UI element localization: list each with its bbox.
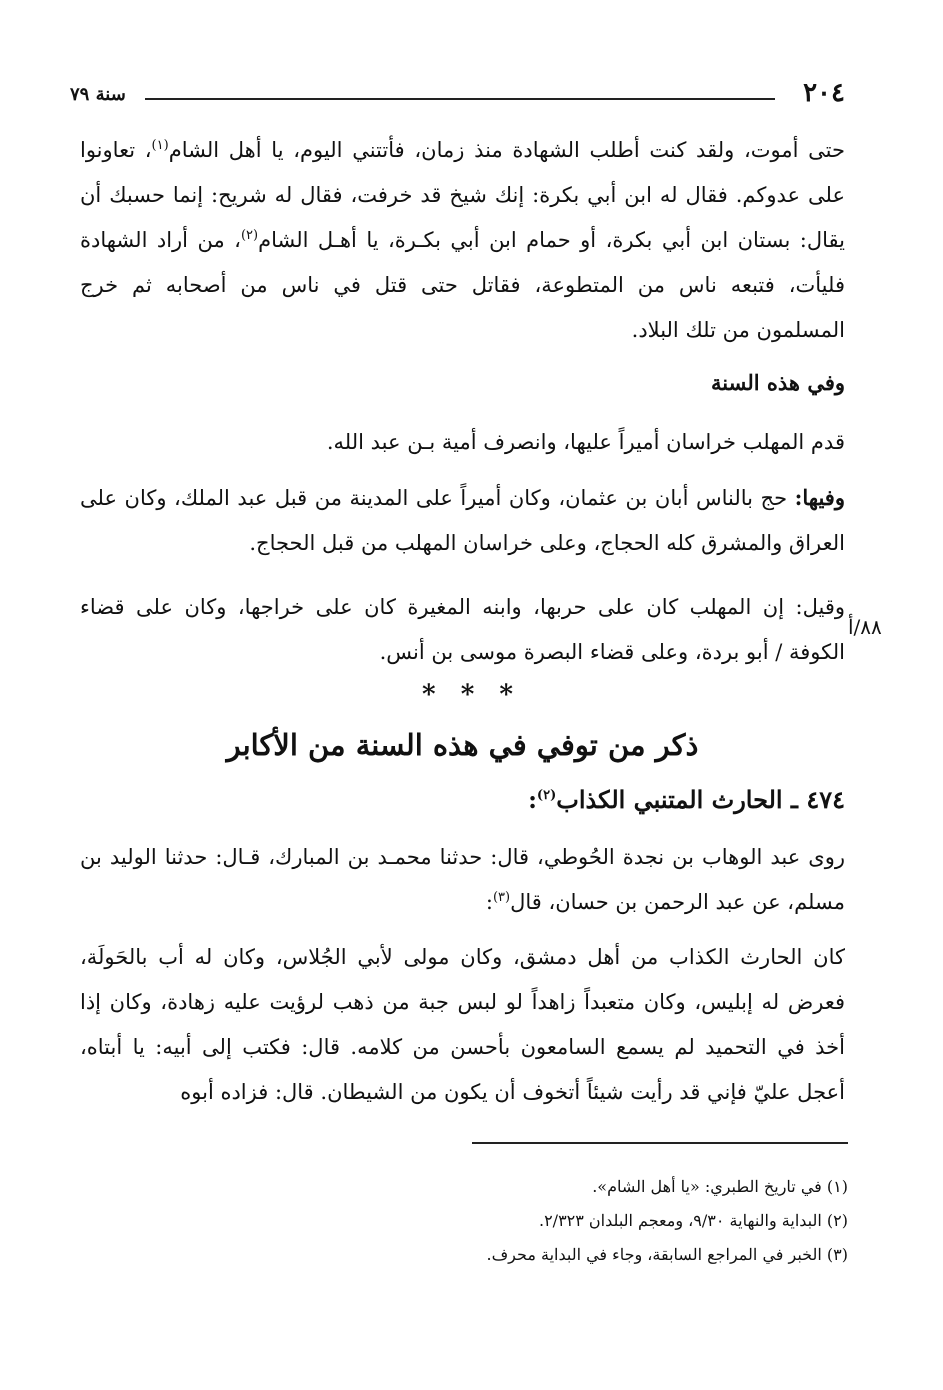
page-number: ٢٠٤ bbox=[803, 78, 845, 108]
footnote-rule bbox=[472, 1142, 848, 1144]
footnotes bbox=[288, 1170, 848, 1272]
section-title-block bbox=[80, 360, 845, 405]
isnad-text: روى عبد الوهاب بن نجدة الحُوطي، قال: حدثنا محمـد بن المبارك، قـال: حدثنا الوليد بن مسلم، عن عبد الرحمن بن حسان، قال bbox=[80, 845, 845, 914]
muhallab-paragraph: قدم المهلب خراسان أميراً عليها، وانصرف أمية بـن عبد الله. bbox=[326, 430, 845, 454]
hajj-paragraph bbox=[80, 475, 845, 566]
hajj-block bbox=[80, 475, 845, 566]
top-paragraph-block bbox=[80, 128, 845, 353]
footnote-ref-3: (٣) bbox=[492, 890, 511, 905]
footnote-ref-1: (١) bbox=[151, 138, 169, 153]
header-rule bbox=[145, 98, 775, 100]
footnote-1: (١) في تاريخ الطبري: «يا أهل الشام». bbox=[592, 1177, 848, 1196]
top-paragraph-part1: حتى أموت، ولقد كنت أطلب الشهادة منذ زمان، فأتتني اليوم، يا أهل الشام bbox=[168, 138, 845, 162]
isnad-end: : bbox=[485, 890, 493, 914]
separator-stars: * * * bbox=[422, 680, 521, 710]
isnad-block bbox=[80, 835, 845, 925]
isnad-paragraph bbox=[80, 835, 845, 925]
qila-paragraph: وقيل: إن المهلب كان على حربها، وابنه المغيرة كان على خراجها، وكان على قضاء الكوفة / أبو بردة، وعلى قضاء البصرة موسى بن أنس. bbox=[80, 595, 845, 664]
top-paragraph-part3: ، من أراد الشهادة فليأت، فتبعه ناس من المتطوعة، فقاتل حتى قتل في ناس من أصحابه ثم خرج المسلمون من تلك البلاد. bbox=[80, 228, 845, 342]
section-title: وفي هذه السنة bbox=[711, 370, 845, 395]
narrative-paragraph: كان الحارث الكذاب من أهل دمشق، وكان مولى لأبي الجُلاس، وكان له أب بالحَولَة، فعرض له إبليس، وكان متعبداً زاهداً لو لبس جبة من ذهب لرؤيت عليه زهادة، وكان إذا أخذ في التحميد لم يسمع السامعون بأحسن من كلامه. قال: فكتب إلى أبيه: يا أبتاه، أعجل عليّ فإني قد رأيت شيئاً أتخوف أن يكون من الشيطان. قال: فزاده أبوه bbox=[80, 945, 845, 1104]
entry-title bbox=[528, 785, 845, 814]
entry-title-text: ٤٧٤ ـ الحارث المتنبي الكذاب bbox=[556, 785, 845, 814]
qila-block bbox=[80, 585, 845, 675]
margin-folio-reference: ٨٨/أ bbox=[848, 615, 882, 639]
hajj-text: حج بالناس أبان بن عثمان، وكان أميراً على المدينة من قبل عبد الملك، وكان على العراق والمشرق كله الحجاج، وعلى خراسان المهلب من قبل الحجاج. bbox=[80, 486, 845, 555]
top-paragraph bbox=[80, 128, 845, 353]
footnote-2: (٢) البداية والنهاية ٩/٣٠، ومعجم البلدان ٢/٣٢٣. bbox=[538, 1211, 848, 1230]
footnote-ref-entry: (٢) bbox=[536, 788, 557, 803]
footnote-3: (٣) الخبر في المراجع السابقة، وجاء في البداية محرف. bbox=[486, 1245, 848, 1264]
entry-title-colon: : bbox=[528, 785, 537, 814]
chapter-title: ذكر من توفي في هذه السنة من الأكابر bbox=[226, 728, 699, 762]
year-label: سنة ٧٩ bbox=[70, 84, 126, 105]
muhallab-block bbox=[80, 420, 845, 465]
top-paragraph-part2: ، تعاونوا على عدوكم. فقال له ابن أبي بكرة: إنك شيخ قد خرفت، فقال له شريح: إنما حسبك أن يقال: بستان ابن أبي بكرة، أو حمام ابن أبي بكـرة، يا أهـل الشام bbox=[80, 138, 845, 252]
narrative-block bbox=[80, 935, 845, 1115]
footnote-ref-2: (٢) bbox=[240, 228, 259, 243]
running-head bbox=[70, 78, 845, 118]
hajj-lead: وفيها: bbox=[794, 485, 845, 510]
